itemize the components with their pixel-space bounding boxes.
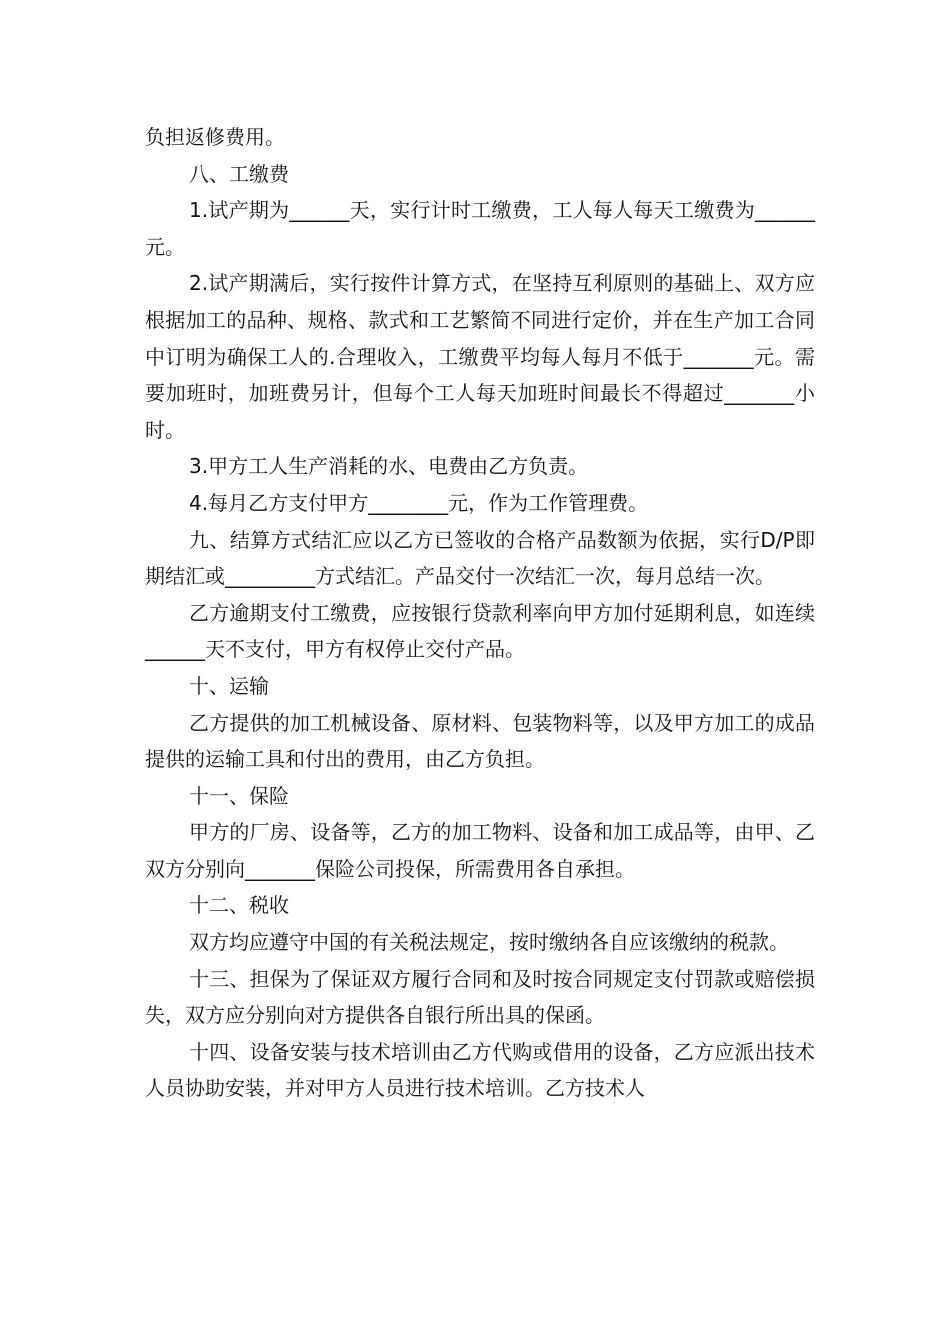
paragraph-management-fee: 4.每月乙方支付甲方________元，作为工作管理费。 xyxy=(189,490,649,515)
heading-insurance: 十一、保险 xyxy=(189,783,289,808)
paragraph-installation-training: 十四、设备安装与技术培训由乙方代购或借用的设备，乙方应派出技术人员协助安装，并对甲方人员进行技术培训。乙方技术人 xyxy=(145,1039,815,1101)
paragraph-guarantee: 十三、担保为了保证双方履行合同和及时按合同规定支付罚款或赔偿损失，双方应分别向对方提供各自银行所出具的保函。 xyxy=(145,966,815,1028)
paragraph-utilities: 3.甲方工人生产消耗的水、电费由乙方负责。 xyxy=(189,454,589,479)
paragraph-late-payment: 乙方逾期支付工缴费，应按银行贷款利率向甲方加付延期利息，如连续______天不支付，甲方有权停止交付产品。 xyxy=(145,600,815,662)
paragraph-settlement: 九、结算方式结汇应以乙方已签收的合格产品数额为依据，实行D/P即期结汇或_________方式结汇。产品交付一次结汇一次，每月总结一次。 xyxy=(145,527,815,589)
heading-tax: 十二、税收 xyxy=(189,893,289,918)
paragraph-tax: 双方均应遵守中国的有关税法规定，按时缴纳各自应该缴纳的税款。 xyxy=(189,930,789,955)
paragraph-transport: 乙方提供的加工机械设备、原材料、包装物料等，以及甲方加工的成品提供的运输工具和付出的费用，由乙方负担。 xyxy=(145,710,815,772)
paragraph-repair-cost: 负担返修费用。 xyxy=(145,125,285,149)
contract-body xyxy=(145,119,815,1107)
paragraph-piece-rate: 2.试产期满后，实行按件计算方式，在坚持互利原则的基础上、双方应根据加工的品种、规格、款式和工艺繁简不同进行定价，并在生产加工合同中订明为确保工人的.合理收入，工缴费平均每人每月不低于_______元。需要加班时，加班费另计，但每个工人每天加班时间最长不得超过_______小时。 xyxy=(145,271,815,442)
heading-transport: 十、运输 xyxy=(189,673,269,698)
paragraph-insurance: 甲方的厂房、设备等，乙方的加工物料、设备和加工成品等，由甲、乙双方分别向_______保险公司投保，所需费用各自承担。 xyxy=(145,820,815,881)
heading-processing-fee: 八、工缴费 xyxy=(189,161,289,186)
paragraph-trial-period: 1.试产期为______天，实行计时工缴费，工人每人每天工缴费为______元。 xyxy=(145,198,815,259)
